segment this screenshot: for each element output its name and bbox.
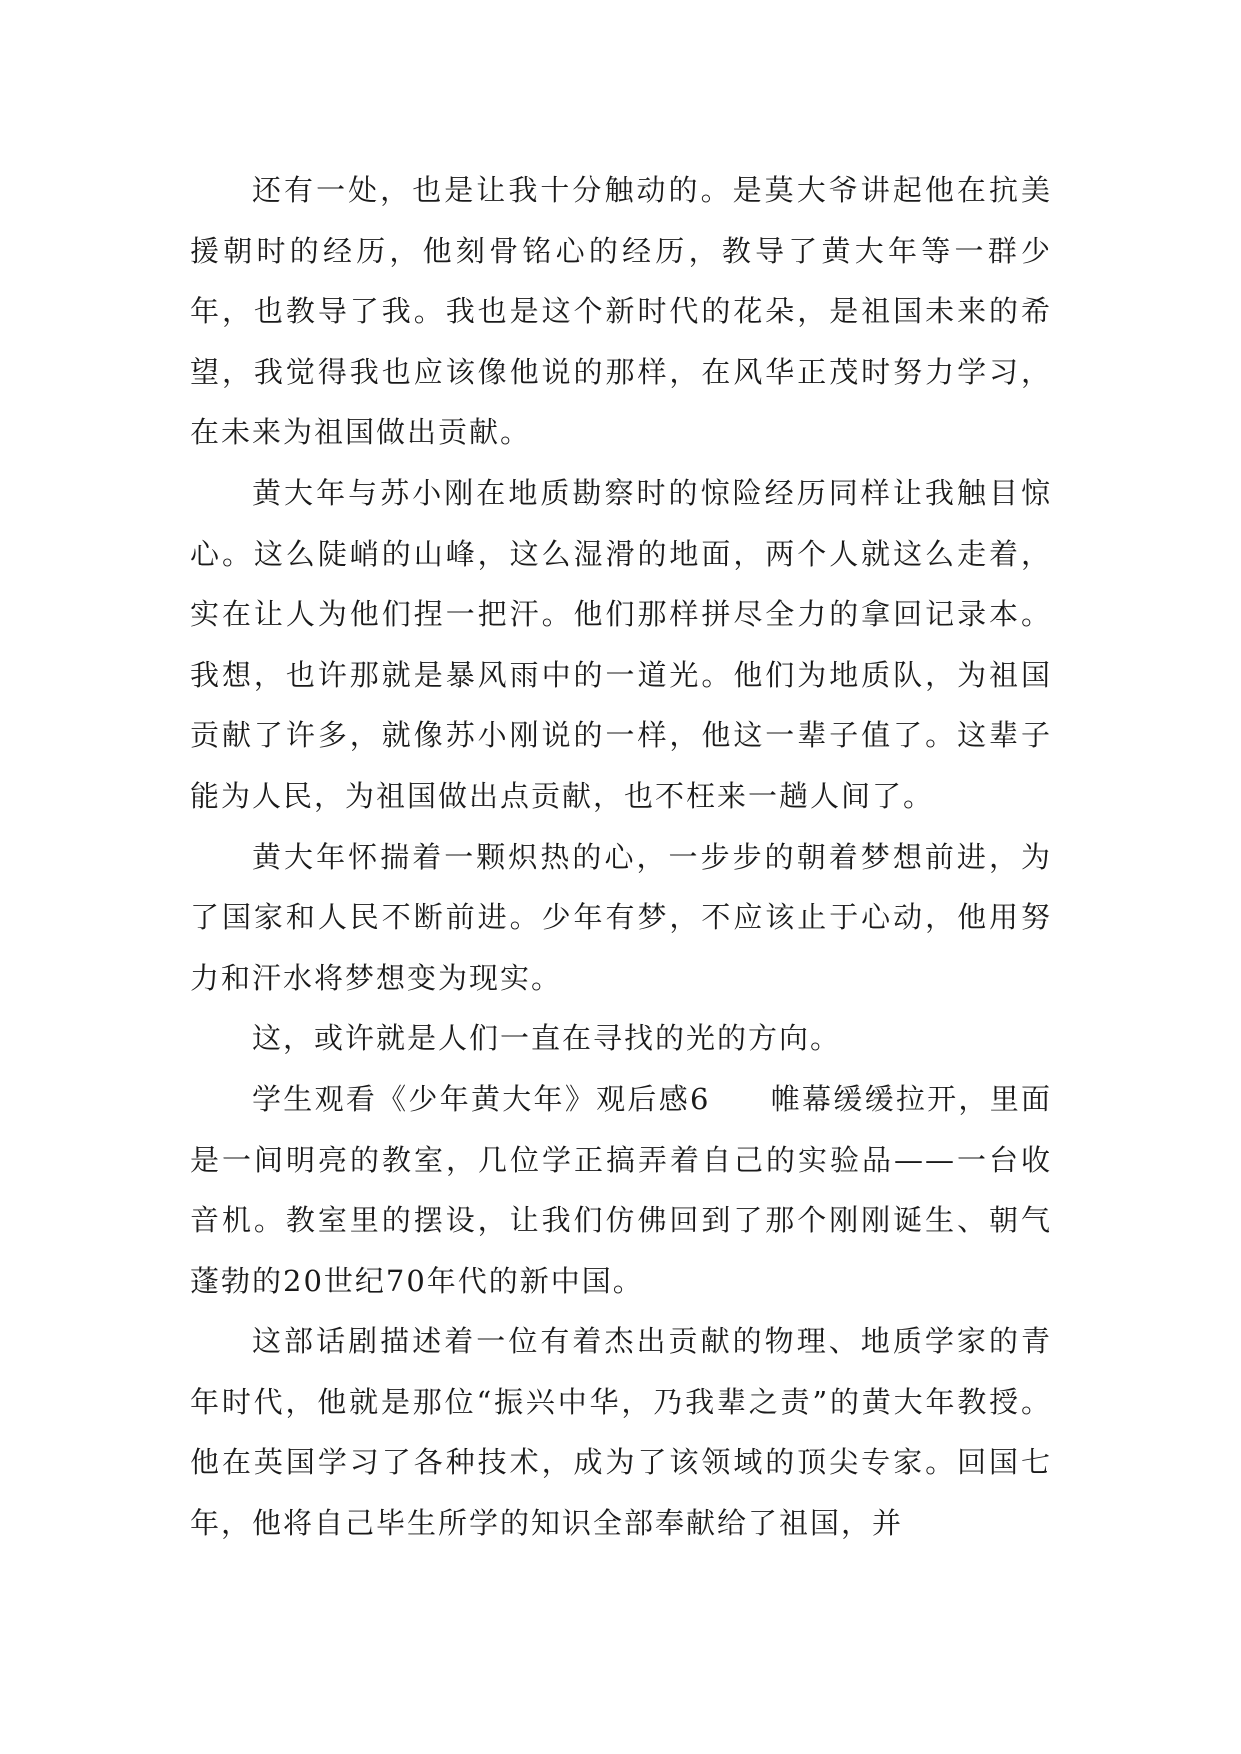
document-body [190,160,1052,1554]
section-heading: 学生观看《少年黄大年》观后感6 [252,1081,711,1116]
section-first-paragraph: 帷幕缓缓拉开，里面是一间明亮的教室，几位学正搞弄着自己的实验品——一台收音机。教室里的摆设，让我们仿佛回到了那个刚刚诞生、朝气蓬勃的20世纪70年代的新中国。 [190,1081,1052,1298]
paragraph: 这部话剧描述着一位有着杰出贡献的物理、地质学家的青年时代，他就是那位“振兴中华，乃我辈之责”的黄大年教授。他在英国学习了各种技术，成为了该领域的顶尖专家。回国七年，他将自己毕生所学的知识全部奉献给了祖国，并 [190,1324,1052,1541]
paragraph: 黄大年怀揣着一颗炽热的心，一步步的朝着梦想前进，为了国家和人民不断前进。少年有梦，不应该止于心动，他用努力和汗水将梦想变为现实。 [190,839,1052,995]
paragraph: 还有一处，也是让我十分触动的。是莫大爷讲起他在抗美援朝时的经历，他刻骨铭心的经历，教导了黄大年等一群少年，也教导了我。我也是这个新时代的花朵，是祖国未来的希望，我觉得我也应该像他说的那样，在风华正茂时努力学习，在未来为祖国做出贡献。 [190,173,1052,450]
paragraph: 黄大年与苏小刚在地质勘察时的惊险经历同样让我触目惊心。这么陡峭的山峰，这么湿滑的地面，两个人就这么走着，实在让人为他们捏一把汗。他们那样拼尽全力的拿回记录本。我想，也许那就是暴风雨中的一道光。他们为地质队，为祖国贡献了许多，就像苏小刚说的一样，他这一辈子值了。这辈子能为人民，为祖国做出点贡献，也不枉来一趟人间了。 [190,475,1052,813]
section-paragraph [190,1069,1052,1311]
paragraph: 这，或许就是人们一直在寻找的光的方向。 [252,1021,842,1056]
